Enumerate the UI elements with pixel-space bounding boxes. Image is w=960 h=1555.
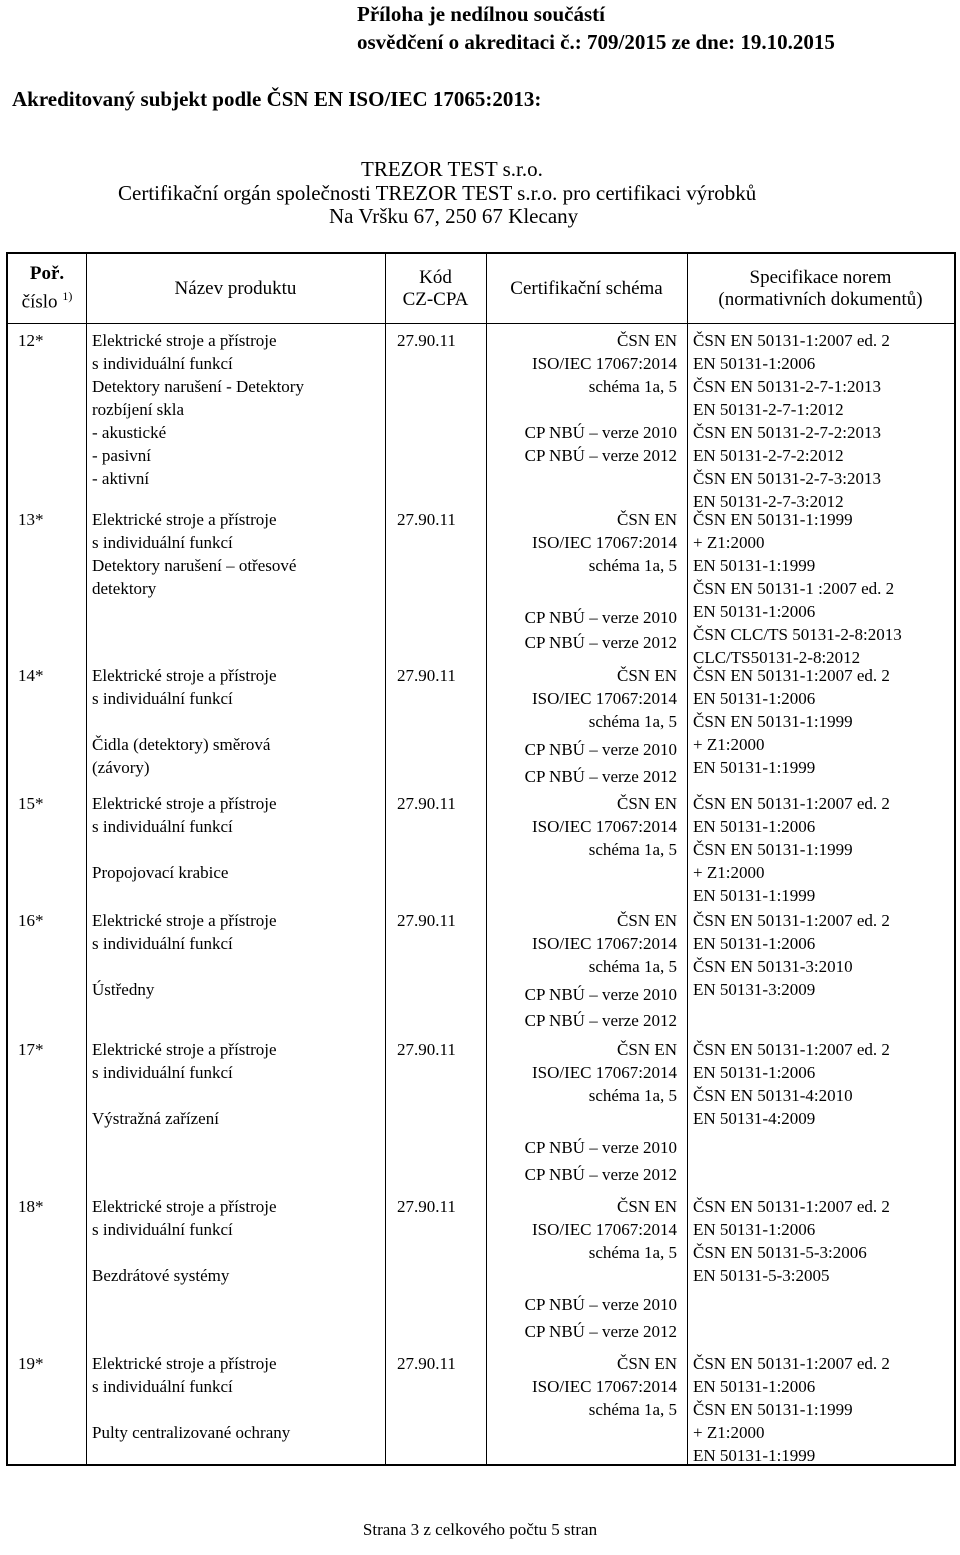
standard-spec-line: EN 50131-1:2006 xyxy=(693,934,816,953)
header-cell-code xyxy=(385,254,486,323)
header-cell-number xyxy=(8,254,86,323)
standard-spec-line: ČSN EN 50131-2-7-1:2013 xyxy=(693,377,881,396)
certification-scheme-line: CP NBÚ – verze 2010 xyxy=(524,608,677,627)
standard-spec-line: ČSN EN 50131-1:1999 xyxy=(693,1400,853,1419)
certification-scheme-line: CP NBÚ – verze 2010 xyxy=(524,1295,677,1314)
certification-scheme-line: CP NBÚ – verze 2012 xyxy=(524,633,677,652)
standard-spec-line: EN 50131-1:1999 xyxy=(693,886,816,905)
product-name-line: s individuální funkcí xyxy=(92,354,233,373)
standard-spec-line: CLC/TS50131-2-8:2012 xyxy=(693,648,861,667)
header-cell-scheme xyxy=(486,254,687,323)
standard-spec-line: ČSN EN 50131-1:2007 ed. 2 xyxy=(693,1354,890,1373)
company-name: TREZOR TEST s.r.o. xyxy=(361,157,543,181)
product-name-line: Bezdrátové systémy xyxy=(92,1266,230,1285)
certification-scheme-line: schéma 1a, 5 xyxy=(588,377,677,396)
standard-spec-line: EN 50131-1:2006 xyxy=(693,1220,816,1239)
certification-scheme-line: ČSN EN xyxy=(617,794,677,813)
certification-scheme-line: schéma 1a, 5 xyxy=(588,840,677,859)
certification-body: Certifikační orgán společnosti TREZOR TEST s.r.o. pro certifikaci výrobků xyxy=(118,181,757,205)
column-divider xyxy=(687,254,688,1464)
row-number: 13* xyxy=(18,510,44,529)
certification-scheme-line: CP NBÚ – verze 2012 xyxy=(524,1011,677,1030)
product-name-line: - akustické xyxy=(92,423,167,442)
annex-title: Příloha je nedílnou součástí xyxy=(357,2,605,26)
standard-spec-line: EN 50131-1:2006 xyxy=(693,1063,816,1082)
header-scheme-label: Certifikační schéma xyxy=(510,277,663,299)
standard-spec-line: ČSN CLC/TS 50131-2-8:2013 xyxy=(693,625,902,644)
standard-spec-line: + Z1:2000 xyxy=(693,533,765,552)
certification-scheme-line: CP NBÚ – verze 2010 xyxy=(524,985,677,1004)
certification-scheme-line: CP NBÚ – verze 2012 xyxy=(524,767,677,786)
standard-spec-line: ČSN EN 50131-1:2007 ed. 2 xyxy=(693,794,890,813)
product-name-line: Ústředny xyxy=(92,980,155,999)
company-address: Na Vršku 67, 250 67 Klecany xyxy=(329,204,579,228)
certification-scheme-line: ČSN EN xyxy=(617,510,677,529)
cpa-code: 27.90.11 xyxy=(397,666,456,685)
standard-spec-line: EN 50131-1:1999 xyxy=(693,1446,816,1465)
standard-spec-line: ČSN EN 50131-5-3:2006 xyxy=(693,1243,867,1262)
standard-spec-line: EN 50131-1:2006 xyxy=(693,1377,816,1396)
cpa-code: 27.90.11 xyxy=(397,1354,456,1373)
product-name-line: s individuální funkcí xyxy=(92,1063,233,1082)
standard-spec-line: + Z1:2000 xyxy=(693,735,765,754)
header-code-line1: Kód xyxy=(419,266,452,288)
product-name-line: s individuální funkcí xyxy=(92,689,233,708)
accreditation-ref: osvědčení o akreditaci č.: 709/2015 ze dne: 19.10.2015 xyxy=(357,30,835,54)
standard-spec-line: EN 50131-3:2009 xyxy=(693,980,816,999)
cpa-code: 27.90.11 xyxy=(397,1040,456,1059)
certification-scheme-line: CP NBÚ – verze 2012 xyxy=(524,1165,677,1184)
standard-spec-line: ČSN EN 50131-1:2007 ed. 2 xyxy=(693,1197,890,1216)
product-name-line: (závory) xyxy=(92,758,150,777)
standard-spec-line: EN 50131-1:2006 xyxy=(693,354,816,373)
product-name-line: Elektrické stroje a přístroje xyxy=(92,510,277,529)
row-number: 12* xyxy=(18,331,44,350)
standard-spec-line: EN 50131-1:1999 xyxy=(693,758,816,777)
product-name-line: s individuální funkcí xyxy=(92,533,233,552)
certification-scheme-line: ČSN EN xyxy=(617,1040,677,1059)
row-number: 14* xyxy=(18,666,44,685)
standard-spec-line: EN 50131-2-7-2:2012 xyxy=(693,446,844,465)
certification-scheme-line: schéma 1a, 5 xyxy=(588,1243,677,1262)
row-number: 19* xyxy=(18,1354,44,1373)
certification-scheme-line: CP NBÚ – verze 2010 xyxy=(524,740,677,759)
standard-spec-line: + Z1:2000 xyxy=(693,1423,765,1442)
header-number-footnote: 1) xyxy=(62,289,73,304)
standard-spec-line: ČSN EN 50131-1:2007 ed. 2 xyxy=(693,1040,890,1059)
certification-scheme-line: ČSN EN xyxy=(617,666,677,685)
product-name-line: Elektrické stroje a přístroje xyxy=(92,1040,277,1059)
certification-scheme-line: ČSN EN xyxy=(617,1197,677,1216)
certification-scheme-line: ISO/IEC 17067:2014 xyxy=(532,817,677,836)
header-number-line1: Poř. xyxy=(29,263,65,285)
standard-spec-line: ČSN EN 50131-1:2007 ed. 2 xyxy=(693,666,890,685)
standard-spec-line: ČSN EN 50131-2-7-3:2013 xyxy=(693,469,881,488)
product-name-line: Elektrické stroje a přístroje xyxy=(92,794,277,813)
standard-spec-line: ČSN EN 50131-1:1999 xyxy=(693,712,853,731)
certification-scheme-line: ČSN EN xyxy=(617,911,677,930)
header-cell-spec xyxy=(687,254,954,323)
accredited-subject: Akreditovaný subjekt podle ČSN EN ISO/IEC 17065:2013: xyxy=(12,87,542,111)
product-name-line: Elektrické stroje a přístroje xyxy=(92,911,277,930)
header-spec-line2: (normativních dokumentů) xyxy=(718,288,923,310)
standard-spec-line: EN 50131-1:1999 xyxy=(693,556,816,575)
standard-spec-line: ČSN EN 50131-1:2007 ed. 2 xyxy=(693,911,890,930)
product-name-line: Elektrické stroje a přístroje xyxy=(92,331,277,350)
standard-spec-line: EN 50131-1:2006 xyxy=(693,602,816,621)
certification-scheme-line: ISO/IEC 17067:2014 xyxy=(532,934,677,953)
certification-scheme-line: CP NBÚ – verze 2012 xyxy=(524,1322,677,1341)
product-name-line: s individuální funkcí xyxy=(92,934,233,953)
certification-scheme-line: CP NBÚ – verze 2010 xyxy=(524,423,677,442)
standard-spec-line: EN 50131-1:2006 xyxy=(693,689,816,708)
certification-scheme-line: schéma 1a, 5 xyxy=(588,556,677,575)
header-divider xyxy=(8,323,954,324)
row-number: 15* xyxy=(18,794,44,813)
page-footer: Strana 3 z celkového počtu 5 stran xyxy=(362,1520,598,1539)
column-divider xyxy=(385,254,386,1464)
certification-scheme-line: ČSN EN xyxy=(617,1354,677,1373)
certification-scheme-line: ISO/IEC 17067:2014 xyxy=(532,1063,677,1082)
product-name-line: Elektrické stroje a přístroje xyxy=(92,1354,277,1373)
certification-scheme-line: ISO/IEC 17067:2014 xyxy=(532,533,677,552)
cpa-code: 27.90.11 xyxy=(397,911,456,930)
product-name-line: Čidla (detektory) směrová xyxy=(92,735,271,754)
header-spec-line1: Specifikace norem xyxy=(749,266,892,288)
product-name-line: Detektory narušení - Detektory xyxy=(92,377,304,396)
product-name-line: rozbíjení skla xyxy=(92,400,185,419)
standard-spec-line: + Z1:2000 xyxy=(693,863,765,882)
header-product-label: Název produktu xyxy=(174,277,297,299)
certification-scheme-line: schéma 1a, 5 xyxy=(588,712,677,731)
certification-scheme-line: ISO/IEC 17067:2014 xyxy=(532,354,677,373)
product-name-line: s individuální funkcí xyxy=(92,1377,233,1396)
header-code-line2: CZ-CPA xyxy=(402,288,469,310)
product-name-line: Pulty centralizované ochrany xyxy=(92,1423,291,1442)
standard-spec-line: ČSN EN 50131-2-7-2:2013 xyxy=(693,423,881,442)
product-name-line: s individuální funkcí xyxy=(92,1220,233,1239)
product-name-line: Výstražná zařízení xyxy=(92,1109,219,1128)
product-name-line: Propojovací krabice xyxy=(92,863,229,882)
products-table xyxy=(6,252,956,1466)
product-name-line: - pasivní xyxy=(92,446,152,465)
row-number: 16* xyxy=(18,911,44,930)
cpa-code: 27.90.11 xyxy=(397,510,456,529)
standard-spec-line: EN 50131-2-7-3:2012 xyxy=(693,492,844,511)
standard-spec-line: EN 50131-1:2006 xyxy=(693,817,816,836)
cpa-code: 27.90.11 xyxy=(397,1197,456,1216)
product-name-line: detektory xyxy=(92,579,157,598)
cpa-code: 27.90.11 xyxy=(397,331,456,350)
product-name-line: Elektrické stroje a přístroje xyxy=(92,666,277,685)
product-name-line: Elektrické stroje a přístroje xyxy=(92,1197,277,1216)
certification-scheme-line: schéma 1a, 5 xyxy=(588,1400,677,1419)
certification-scheme-line: ISO/IEC 17067:2014 xyxy=(532,1377,677,1396)
standard-spec-line: ČSN EN 50131-4:2010 xyxy=(693,1086,853,1105)
row-number: 17* xyxy=(18,1040,44,1059)
certification-scheme-line: CP NBÚ – verze 2012 xyxy=(524,446,677,465)
standard-spec-line: ČSN EN 50131-1:2007 ed. 2 xyxy=(693,331,890,350)
product-name-line: s individuální funkcí xyxy=(92,817,233,836)
standard-spec-line: ČSN EN 50131-1:1999 xyxy=(693,840,853,859)
cpa-code: 27.90.11 xyxy=(397,794,456,813)
certification-scheme-line: schéma 1a, 5 xyxy=(588,1086,677,1105)
standard-spec-line: EN 50131-2-7-1:2012 xyxy=(693,400,844,419)
certification-scheme-line: schéma 1a, 5 xyxy=(588,957,677,976)
header-number-label: číslo xyxy=(21,291,63,313)
standard-spec-line: ČSN EN 50131-1:1999 xyxy=(693,510,853,529)
column-divider xyxy=(86,254,87,1464)
certification-scheme-line: ISO/IEC 17067:2014 xyxy=(532,689,677,708)
certification-scheme-line: CP NBÚ – verze 2010 xyxy=(524,1138,677,1157)
standard-spec-line: EN 50131-4:2009 xyxy=(693,1109,816,1128)
standard-spec-line: ČSN EN 50131-3:2010 xyxy=(693,957,853,976)
standard-spec-line: ČSN EN 50131-1 :2007 ed. 2 xyxy=(693,579,895,598)
product-name-line: Detektory narušení – otřesové xyxy=(92,556,297,575)
header-number-line2 xyxy=(22,285,73,313)
header-cell-product xyxy=(86,254,385,323)
row-number: 18* xyxy=(18,1197,44,1216)
certification-scheme-line: ČSN EN xyxy=(617,331,677,350)
product-name-line: - aktivní xyxy=(92,469,150,488)
certification-scheme-line: ISO/IEC 17067:2014 xyxy=(532,1220,677,1239)
standard-spec-line: EN 50131-5-3:2005 xyxy=(693,1266,830,1285)
